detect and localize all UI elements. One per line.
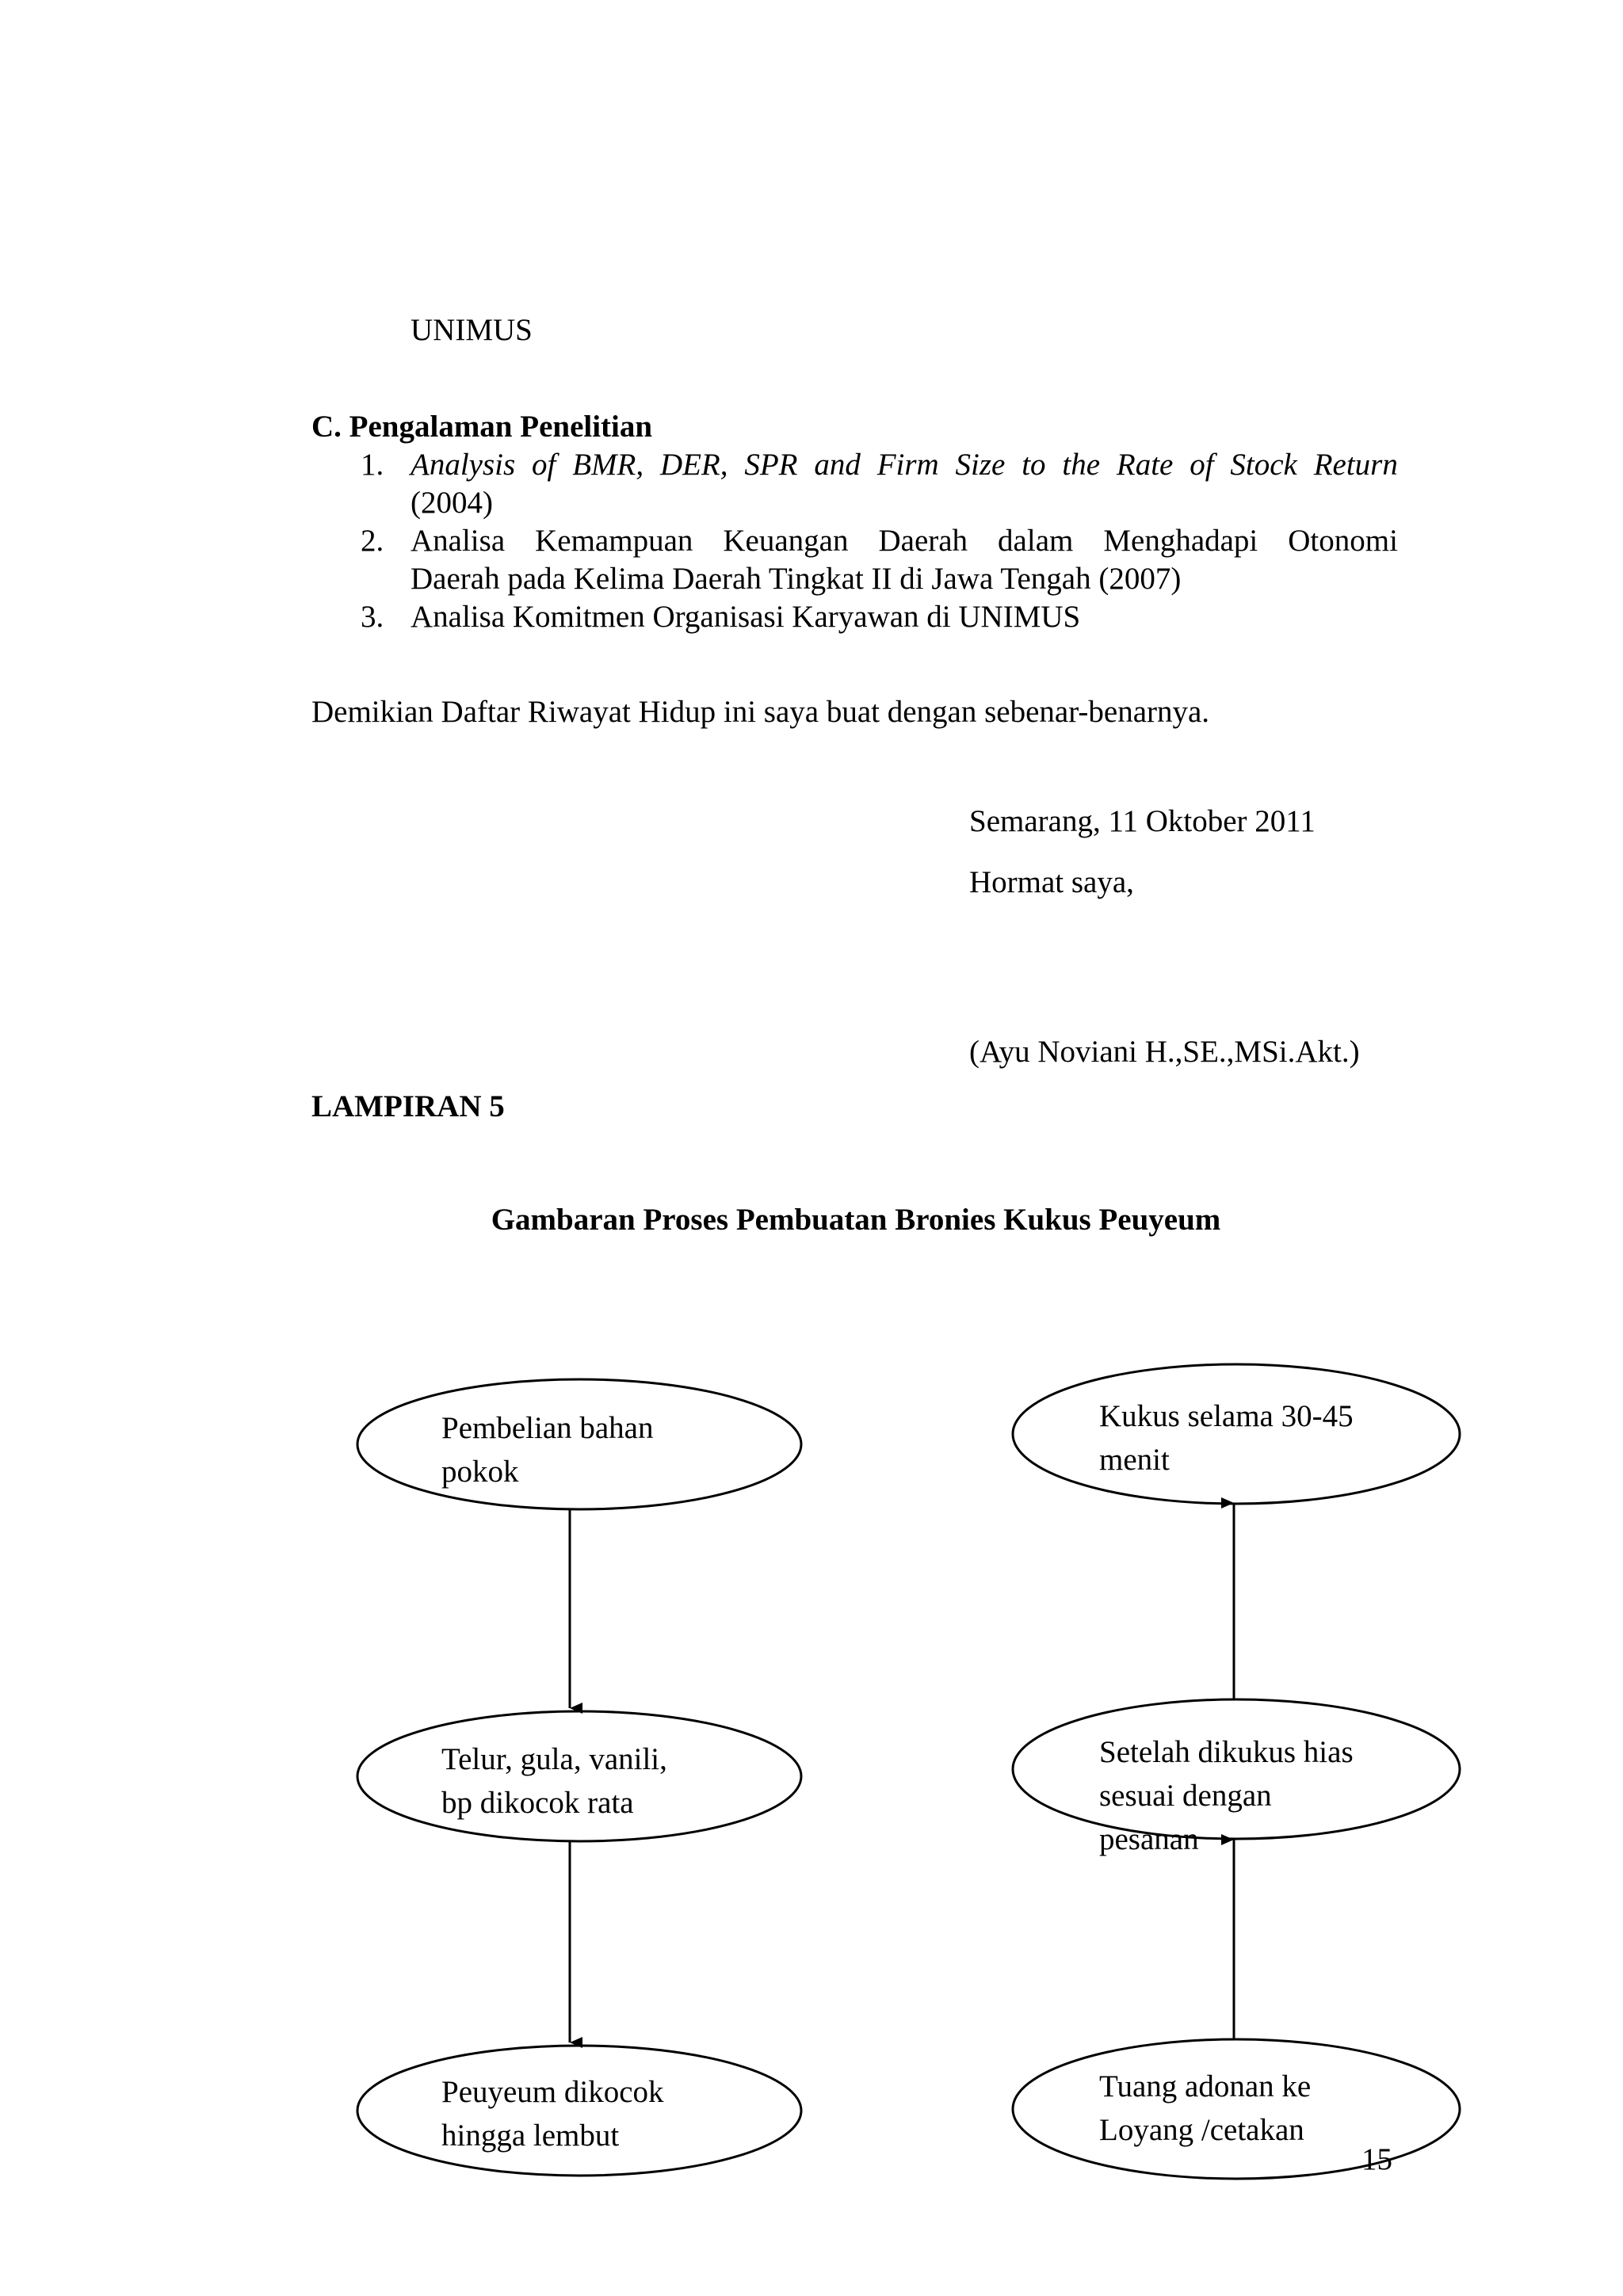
appendix-label: LAMPIRAN 5 bbox=[311, 1089, 505, 1123]
list-item-1-word: BMR, bbox=[572, 448, 644, 482]
flow-node-label: Peuyeum dikocok hingga lembut bbox=[441, 2075, 664, 2153]
list-item-1-word: Analysis bbox=[411, 448, 516, 482]
list-item-2-word: Kemampuan bbox=[535, 524, 693, 558]
list-item-1-word: to bbox=[1022, 448, 1046, 482]
list-item-2-word: Analisa bbox=[411, 524, 506, 558]
section-c-heading: C. Pengalaman Penelitian bbox=[311, 410, 653, 444]
list-item-2-continuation: Daerah pada Kelima Daerah Tingkat II di Jawa Tengah (2007) bbox=[411, 562, 1182, 596]
closing-statement: Demikian Daftar Riwayat Hidup ini saya buat dengan sebenar-benarnya. bbox=[311, 695, 1210, 729]
list-item-1-word: Rate bbox=[1116, 448, 1174, 482]
list-item-2-word: Menghadapi bbox=[1103, 524, 1258, 558]
list-item-1-word: of bbox=[1190, 448, 1214, 482]
signature-name: (Ayu Noviani H.,SE.,MSi.Akt.) bbox=[969, 1035, 1360, 1069]
list-item-1-year: (2004) bbox=[411, 486, 493, 520]
page-number: 15 bbox=[1361, 2142, 1392, 2176]
list-item-number: 3. bbox=[361, 600, 384, 634]
list-item-2-word: dalam bbox=[998, 524, 1074, 558]
list-item-3-title: Analisa Komitmen Organisasi Karyawan di UNIMUS bbox=[411, 600, 1081, 634]
list-item-1-word: and bbox=[814, 448, 861, 482]
list-item-1-word: of bbox=[532, 448, 556, 482]
list-item-1-word: DER, bbox=[659, 448, 728, 482]
list-item-1-word: Return bbox=[1313, 448, 1398, 482]
list-item-number: 1. bbox=[361, 448, 384, 482]
list-item-1-word: SPR bbox=[744, 448, 798, 482]
signature-place-date: Semarang, 11 Oktober 2011 bbox=[969, 804, 1316, 838]
flow-node-label: Tuang adonan ke Loyang /cetakan bbox=[1099, 2069, 1312, 2147]
list-item-2-word: Daerah bbox=[878, 524, 968, 558]
list-item-2-word: Otonomi bbox=[1288, 524, 1398, 558]
list-item-1-word: the bbox=[1062, 448, 1101, 482]
flow-node-label: Kukus selama 30-45 menit bbox=[1099, 1399, 1354, 1477]
flow-node-label: Pembelian bahan pokok bbox=[441, 1411, 654, 1489]
flow-node-label: Telur, gula, vanili, bp dikocok rata bbox=[441, 1742, 667, 1820]
list-item-2-word: Keuangan bbox=[723, 524, 849, 558]
list-item-1-word: Size bbox=[955, 448, 1006, 482]
flow-node-label: Setelah dikukus hias sesuai dengan pesanan bbox=[1099, 1735, 1354, 1856]
list-item-1-word: Stock bbox=[1230, 448, 1297, 482]
list-item-number: 2. bbox=[361, 524, 384, 558]
header-line: UNIMUS bbox=[411, 313, 533, 347]
signature-greeting: Hormat saya, bbox=[969, 865, 1134, 899]
list-item-1-word: Firm bbox=[876, 448, 939, 482]
diagram-title: Gambaran Proses Pembuatan Bronies Kukus Peuyeum bbox=[491, 1203, 1221, 1237]
